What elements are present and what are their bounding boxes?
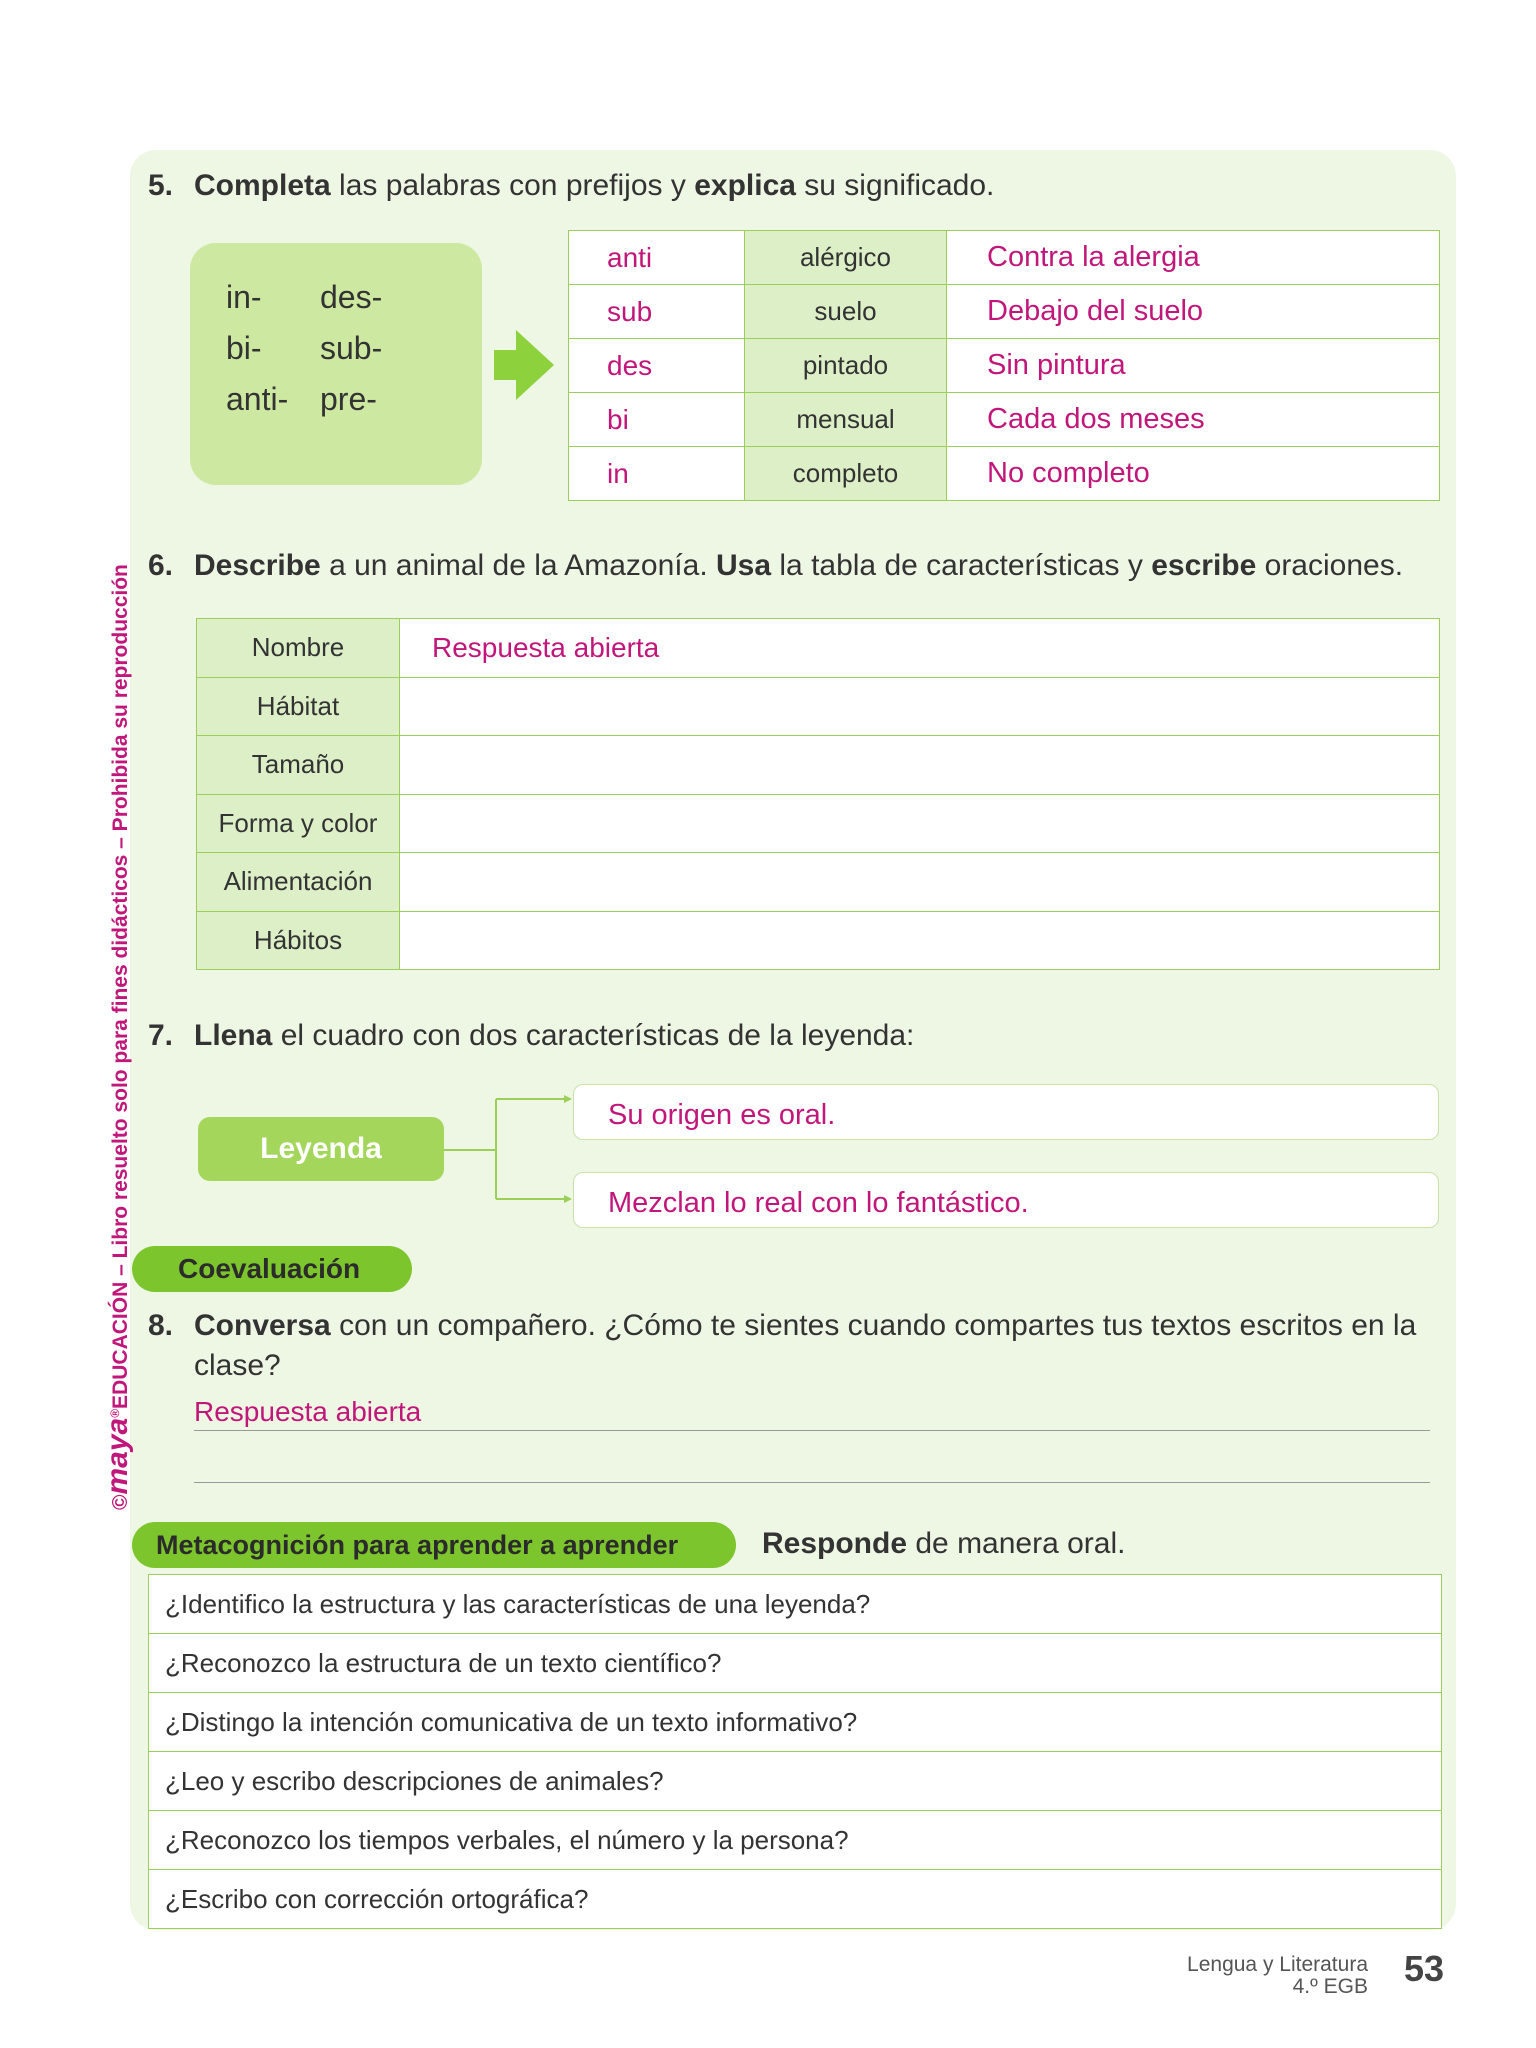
base-word: completo bbox=[745, 447, 947, 501]
table-row bbox=[149, 1870, 1442, 1929]
question-6-prompt bbox=[148, 546, 1403, 586]
row-label: Alimentación bbox=[197, 853, 400, 912]
reflection-question: ¿Identifico la estructura y las características de una leyenda? bbox=[149, 1575, 1442, 1634]
prefix-answer: in bbox=[569, 447, 745, 501]
table-row bbox=[149, 1634, 1442, 1693]
reflection-question: ¿Leo y escribo descripciones de animales? bbox=[149, 1752, 1442, 1811]
prefix-item: bi- bbox=[226, 330, 262, 366]
table-row bbox=[149, 1693, 1442, 1752]
prefix-item: sub- bbox=[320, 330, 383, 366]
table-row bbox=[569, 447, 1440, 501]
prefix-item: pre- bbox=[320, 381, 377, 417]
base-word: pintado bbox=[745, 339, 947, 393]
row-label: Forma y color bbox=[197, 794, 400, 853]
q8-answer: Respuesta abierta bbox=[194, 1396, 422, 1427]
prefix-item: des- bbox=[320, 279, 383, 315]
table-row bbox=[197, 911, 1440, 970]
table-row bbox=[197, 677, 1440, 736]
table-row bbox=[569, 285, 1440, 339]
copyright-symbol: © bbox=[109, 1494, 132, 1510]
table-row bbox=[197, 853, 1440, 912]
instruction-verb: Conversa bbox=[194, 1309, 331, 1342]
instruction-verb: Completa bbox=[194, 169, 331, 202]
prefix-answer: anti bbox=[569, 231, 745, 285]
meaning-answer: Contra la alergia bbox=[947, 231, 1440, 285]
meaning-answer: Sin pintura bbox=[947, 339, 1440, 393]
coevaluacion-tag: Coevaluación bbox=[132, 1246, 412, 1292]
metacognition-table bbox=[148, 1574, 1442, 1929]
instruction-verb: explica bbox=[694, 169, 796, 202]
arrow-right-icon bbox=[494, 330, 554, 400]
reflection-question: ¿Escribo con corrección ortográfica? bbox=[149, 1870, 1442, 1929]
instruction-verb: Describe bbox=[194, 549, 321, 582]
base-word: mensual bbox=[745, 393, 947, 447]
page-number: 53 bbox=[1404, 1948, 1445, 1989]
table-row bbox=[569, 339, 1440, 393]
question-number: 6. bbox=[148, 549, 174, 582]
prefix-item: in- bbox=[226, 279, 262, 315]
leyenda-label: Leyenda bbox=[198, 1117, 444, 1181]
question-7-prompt bbox=[148, 1016, 914, 1056]
instruction-text: las palabras con prefijos y bbox=[330, 169, 695, 202]
footer-subject bbox=[1187, 1954, 1368, 1998]
prefix-bank bbox=[190, 243, 482, 485]
instruction-text: la tabla de características y bbox=[771, 549, 1152, 582]
meaning-answer: Cada dos meses bbox=[947, 393, 1440, 447]
copyright-side-note bbox=[100, 550, 134, 1510]
instruction-text: con un compañero. ¿Cómo te sientes cuando compartes tus textos escritos en la bbox=[330, 1309, 1417, 1342]
question-number: 8. bbox=[148, 1309, 174, 1342]
answer-cell[interactable] bbox=[400, 794, 1440, 853]
prefix-answer: bi bbox=[569, 393, 745, 447]
characteristic-box[interactable]: Su origen es oral. bbox=[573, 1084, 1439, 1140]
connector-bracket bbox=[444, 1095, 574, 1205]
reflection-question: ¿Distingo la intención comunicativa de un texto informativo? bbox=[149, 1693, 1442, 1752]
answer-cell[interactable] bbox=[400, 677, 1440, 736]
table-row bbox=[149, 1752, 1442, 1811]
instruction-verb: Llena bbox=[194, 1019, 273, 1052]
copyright-text: EDUCACIÓN – Libro resuelto solo para fines didácticos – Prohibida su reproducción bbox=[109, 564, 132, 1409]
question-5-prompt bbox=[148, 166, 994, 206]
prefix-item: anti- bbox=[226, 381, 289, 417]
table-row bbox=[149, 1811, 1442, 1870]
grade-label: 4.º EGB bbox=[1292, 1975, 1368, 1998]
question-8-prompt bbox=[148, 1306, 1448, 1346]
metacognicion-tag: Metacognición para aprender a aprender bbox=[132, 1522, 736, 1568]
characteristic-box[interactable]: Mezclan lo real con lo fantástico. bbox=[573, 1172, 1439, 1228]
answer-line[interactable] bbox=[194, 1430, 1430, 1431]
reflection-question: ¿Reconozco la estructura de un texto científico? bbox=[149, 1634, 1442, 1693]
subject-name: Lengua y Literatura bbox=[1187, 1953, 1368, 1976]
meaning-answer: No completo bbox=[947, 447, 1440, 501]
instruction-verb: Usa bbox=[716, 549, 772, 582]
question-number: 5. bbox=[148, 169, 174, 202]
instruction-text: oraciones. bbox=[1256, 549, 1404, 582]
row-label: Hábitat bbox=[197, 677, 400, 736]
brand-logo: maya bbox=[101, 1417, 134, 1495]
answer-cell[interactable] bbox=[400, 736, 1440, 795]
base-word: alérgico bbox=[745, 231, 947, 285]
table-row bbox=[197, 736, 1440, 795]
table-row bbox=[569, 231, 1440, 285]
instruction-text: de manera oral. bbox=[907, 1527, 1126, 1560]
table-row bbox=[569, 393, 1440, 447]
answer-cell[interactable] bbox=[400, 911, 1440, 970]
table-row bbox=[149, 1575, 1442, 1634]
table-row bbox=[197, 619, 1440, 678]
answer-cell[interactable] bbox=[400, 853, 1440, 912]
answer-cell[interactable]: Respuesta abierta bbox=[400, 619, 1440, 678]
table-row bbox=[197, 794, 1440, 853]
row-label: Hábitos bbox=[197, 911, 400, 970]
question-number: 7. bbox=[148, 1019, 174, 1052]
base-word: suelo bbox=[745, 285, 947, 339]
instruction-verb: Responde bbox=[762, 1527, 908, 1560]
answer-line[interactable] bbox=[194, 1482, 1430, 1483]
registered-symbol: ® bbox=[108, 1408, 122, 1418]
instruction-text: a un animal de la Amazonía. bbox=[320, 549, 716, 582]
prefix-table bbox=[568, 230, 1440, 501]
reflection-question: ¿Reconozco los tiempos verbales, el número y la persona? bbox=[149, 1811, 1442, 1870]
metacognition-instruction bbox=[762, 1524, 1125, 1564]
prefix-answer: sub bbox=[569, 285, 745, 339]
row-label: Tamaño bbox=[197, 736, 400, 795]
instruction-verb: escribe bbox=[1151, 549, 1257, 582]
instruction-text: el cuadro con dos características de la leyenda: bbox=[272, 1019, 915, 1052]
row-label: Nombre bbox=[197, 619, 400, 678]
animal-description-table bbox=[196, 618, 1440, 970]
meaning-answer: Debajo del suelo bbox=[947, 285, 1440, 339]
instruction-text: su significado. bbox=[795, 169, 995, 202]
prefix-answer: des bbox=[569, 339, 745, 393]
question-8-prompt-continued: clase? bbox=[194, 1349, 281, 1382]
